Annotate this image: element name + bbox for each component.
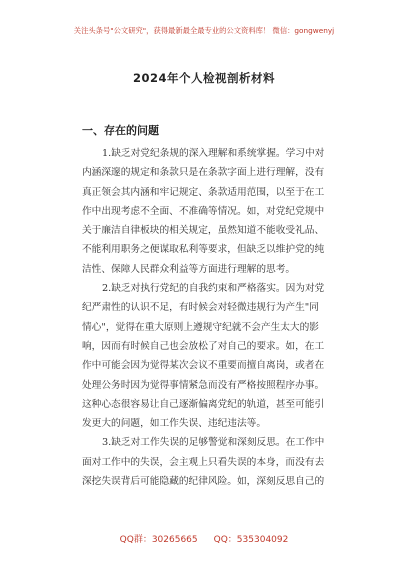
section-heading: 一、存在的问题 [82, 124, 159, 137]
paragraph-line: 情心"，觉得在重大原则上遵规守纪就不会产生太大的影 [82, 321, 319, 333]
paragraph-line: 发更大的问题，如工作失误、违纪违法等。 [82, 418, 267, 430]
footer-qq-number: QQ：535304092 [213, 535, 289, 545]
paragraph-line: 这种心态很容易让自己逐渐偏离党纪的轨道，甚至可能引 [82, 398, 325, 410]
paragraph-line: 纪严肃性的认识不足，有时候会对轻微违规行为产生"同 [82, 302, 319, 314]
paragraph-line: 2.缺乏对执行党纪的自我约束和严格落实。因为对党 [102, 283, 325, 295]
paragraph-line: 处理公务时因为觉得事情紧急而没有严格按照程序办事。 [82, 379, 325, 391]
paragraph-line: 作中出现考虑不全面、不准确等情况。如，对党纪党规中 [82, 205, 325, 217]
paragraph-line: 内涵深邃的规定和条款只是在条款字面上进行理解，没有 [82, 167, 325, 179]
paragraph-line: 响，因而有时候自己也会放松了对自己的要求。如，在工 [82, 340, 325, 352]
paragraph-line: 深挖失误背后可能隐藏的纪律风险。如，深刻反思自己的 [82, 476, 325, 488]
paragraph-line: 关于廉洁自律板块的相关规定，虽然知道不能收受礼品、 [82, 225, 325, 237]
footer-qq-group: QQ群：30265665 [119, 535, 198, 545]
paragraph-2 [82, 279, 344, 433]
footer-contact [0, 532, 408, 545]
paragraph-line: 3.缺乏对工作失误的足够警觉和深刻反思。在工作中 [102, 437, 325, 449]
paragraph-line: 洁性、保障人民群众利益等方面进行理解的思考。 [82, 263, 296, 275]
paragraph-line: 1.缺乏对党纪条规的深入理解和系统掌握。学习中对 [102, 148, 325, 159]
paragraph-3 [82, 433, 344, 491]
paragraph-line: 真正领会其内涵和牢记规定、条款适用范围，以至于在工 [82, 186, 325, 198]
paragraph-line: 作中可能会因为觉得某次会议不重要而擅自离岗，或者在 [82, 360, 325, 372]
paragraph-line: 不能利用职务之便谋取私利等要求，但缺乏以维护党的纯 [82, 244, 325, 256]
document-title: 2024年个人检视剖析材料 [132, 71, 275, 85]
paragraph-1 [82, 144, 344, 279]
header-promo-note: 关注头条号"公文研究"，获得最新最全最专业的公文资料库！ 微信：gongwenyj [73, 26, 335, 35]
paragraph-line: 面对工作中的失误，会主观上只看失误的本身，而没有去 [82, 456, 325, 468]
document-body [82, 144, 344, 491]
